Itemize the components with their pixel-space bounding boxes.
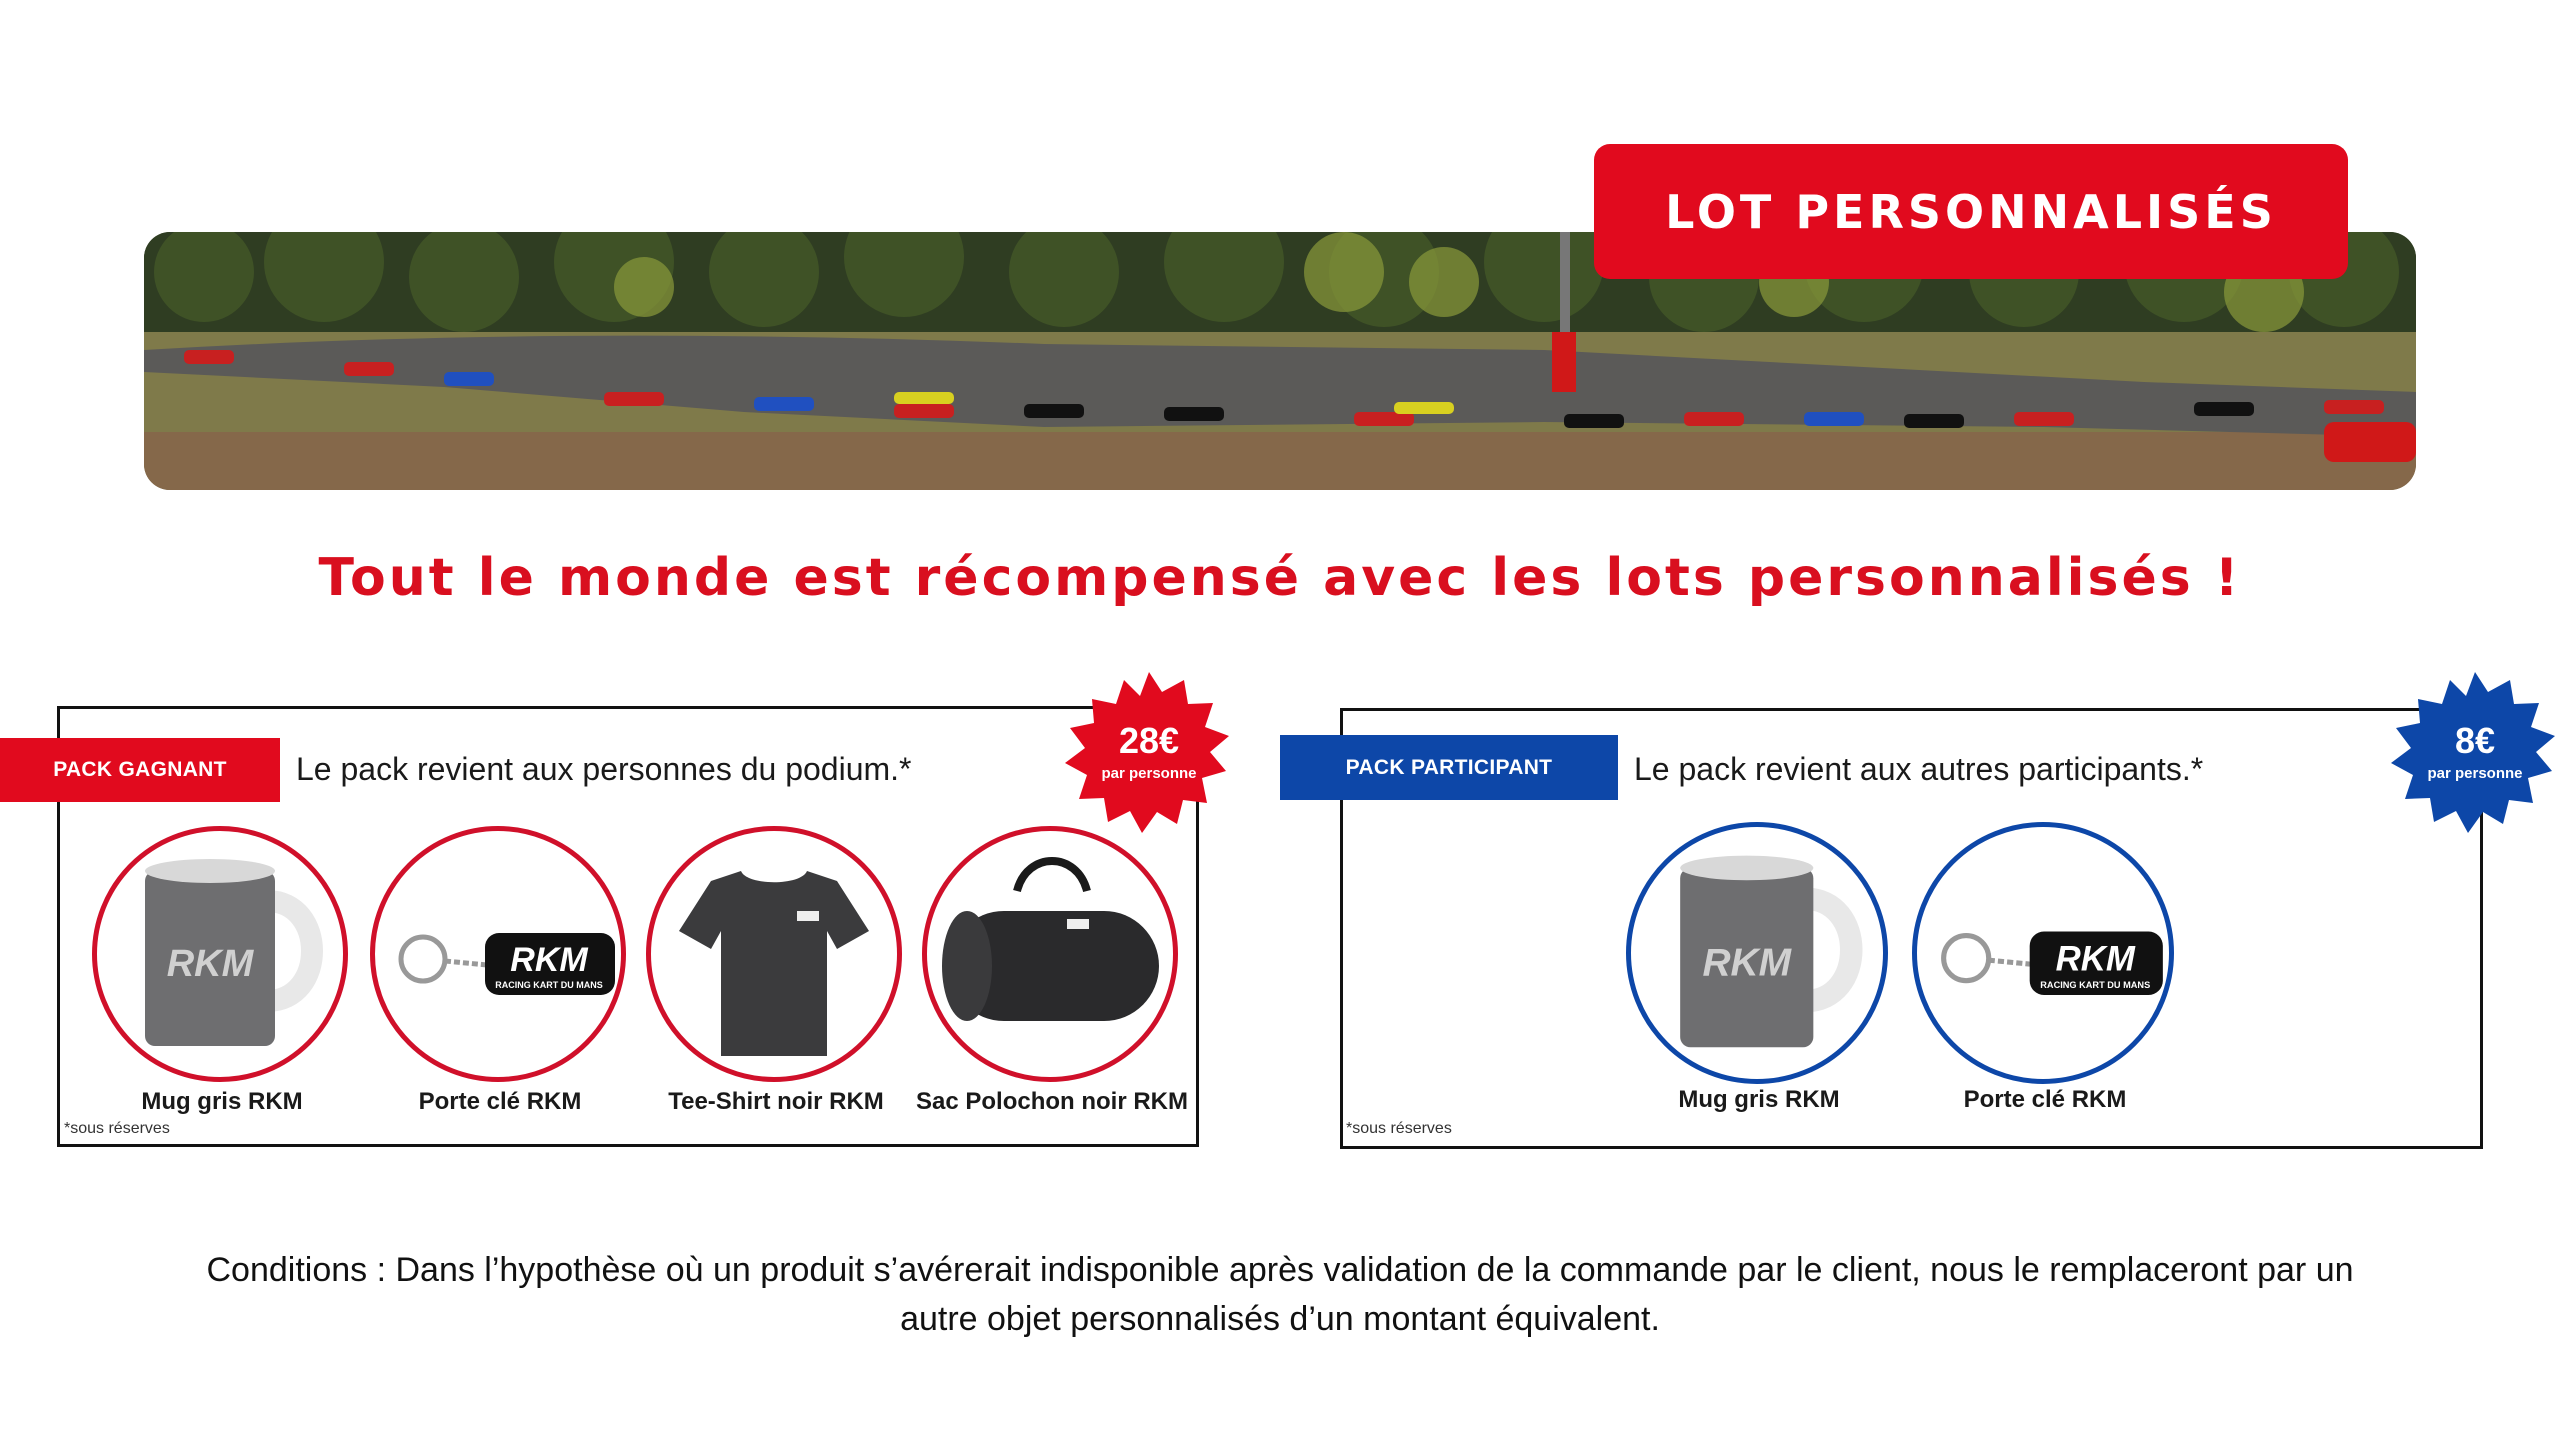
item-caption: Tee-Shirt noir RKM	[668, 1088, 884, 1115]
pack-gagnant-note: *sous réserves	[64, 1120, 170, 1137]
svg-text:RKM: RKM	[2055, 939, 2135, 979]
pack-participant-label: PACK PARTICIPANT	[1280, 735, 1618, 800]
item-caption: Porte clé RKM	[1963, 1086, 2127, 1113]
pack-participant-description: Le pack revient aux autres participants.*	[1634, 751, 2204, 787]
pack-gagnant-price: 28€	[1118, 720, 1180, 761]
svg-text:RKM: RKM	[510, 941, 588, 979]
mug-image	[92, 826, 348, 1082]
conditions-line-2: autre objet personnalisés d’un montant équivalent.	[900, 1300, 1660, 1338]
svg-text:RKM: RKM	[1702, 941, 1792, 985]
conditions-text	[120, 1246, 2440, 1344]
pack-gagnant-description: Le pack revient aux personnes du podium.*	[296, 751, 912, 787]
pack-participant-price-badge	[2390, 670, 2560, 840]
keychain-image	[1912, 822, 2174, 1084]
lot-personnalises-tag	[1594, 144, 2348, 279]
conditions-line-1: Conditions : Dans l’hypothèse où un produit s’avérerait indisponible après validation de la commande par le client, nous le remplaceront par un	[206, 1251, 2354, 1289]
pack-gagnant-price-badge	[1064, 670, 1234, 840]
lot-tag-text: LOT PERSONNALISÉS	[1665, 184, 2277, 239]
duffel-bag-image	[922, 826, 1178, 1082]
tee-shirt-image	[646, 826, 902, 1082]
pack-gagnant-price-unit: par personne	[1101, 765, 1197, 782]
item-caption: Mug gris RKM	[141, 1088, 303, 1115]
pack-participant-price-unit: par personne	[2427, 765, 2523, 782]
keychain-image	[370, 826, 626, 1082]
pack-gagnant-label: PACK GAGNANT	[0, 738, 280, 802]
item-caption: Sac Polochon noir RKM	[915, 1088, 1188, 1115]
item-caption: Porte clé RKM	[418, 1088, 582, 1115]
item-caption: Mug gris RKM	[1678, 1086, 1840, 1113]
svg-text:RKM: RKM	[166, 943, 254, 985]
pack-participant-price: 8€	[2454, 720, 2496, 761]
mug-image	[1626, 822, 1888, 1084]
pack-participant-note: *sous réserves	[1346, 1120, 1452, 1137]
page-headline: Tout le monde est récompensé avec les lots personnalisés !	[318, 548, 2242, 608]
svg-text:RACING KART DU MANS: RACING KART DU MANS	[495, 980, 603, 990]
svg-text:RACING KART DU MANS: RACING KART DU MANS	[2040, 979, 2151, 990]
